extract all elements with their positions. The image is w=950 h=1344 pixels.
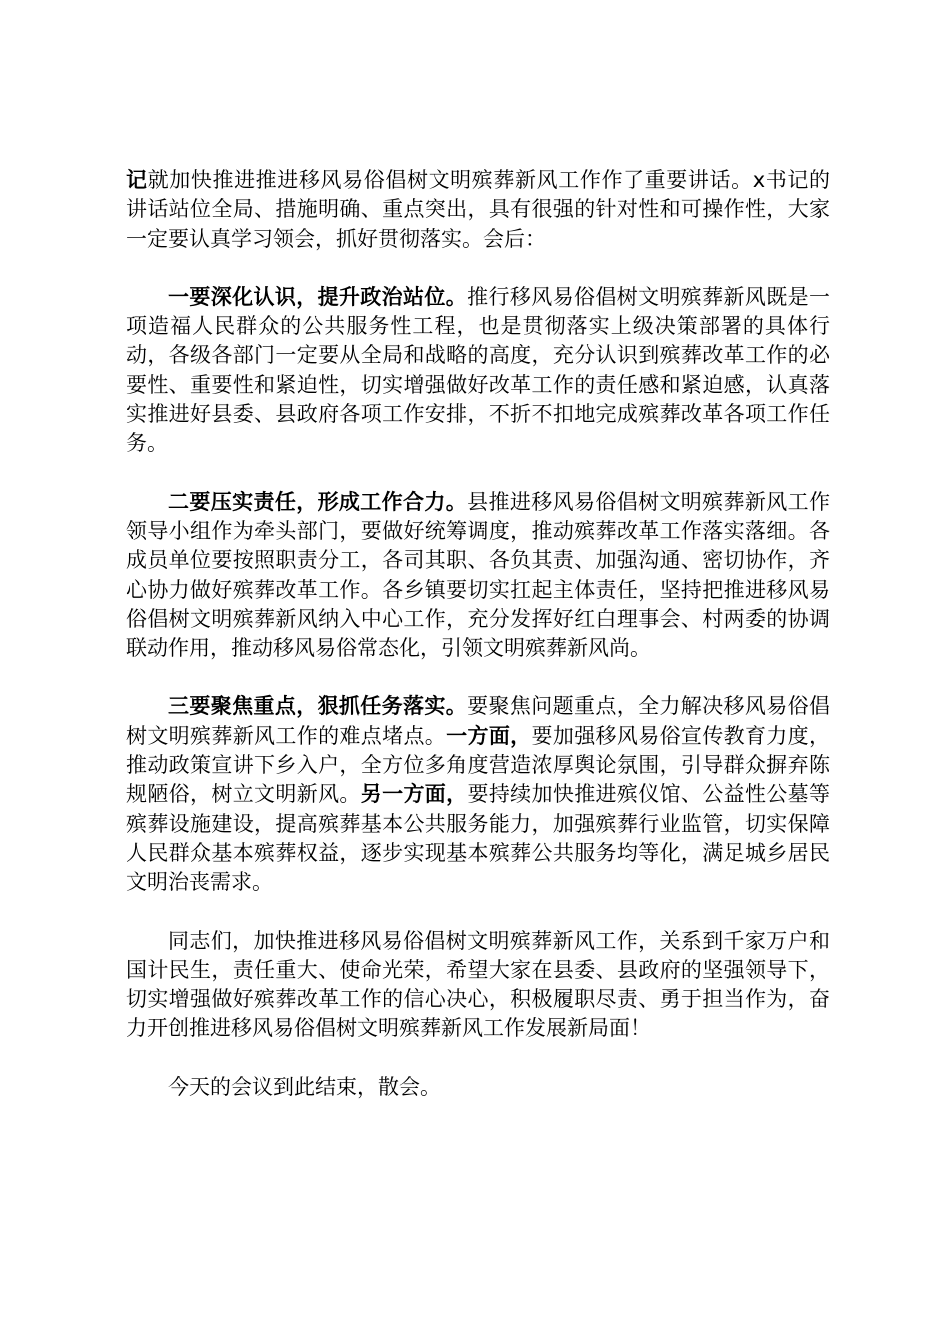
point-three-second-aspect: 另一方面， — [360, 782, 468, 807]
point-three-heading: 三要聚焦重点，狠抓任务落实。 — [168, 694, 468, 719]
intro-bold-text: 记 — [126, 168, 148, 192]
document-page — [126, 166, 830, 1131]
paragraph-meeting-end — [126, 1073, 830, 1102]
point-two-text: 县推进移风易俗倡树文明殡葬新风工作领导小组作为牵头部门，要做好统筹调度，推动殡葬改革工作落实落细。各成员单位要按照职责分工，各司其职、各负其责、加强沟通、密切协作，齐心协力做好殡葬改革工作。各乡镇要切实扛起主体责任，坚持把推进移风易俗倡树文明殡葬新风纳入中心工作，充分发挥好红白理事会、村两委的协调联动作用，推动移风易俗常态化，引领文明殡葬新风尚。 — [126, 489, 831, 661]
point-three-first-aspect: 一方面， — [446, 723, 532, 748]
point-three-text-c: 要持续加快推进殡仪馆、公益性公墓等殡葬设施建设，提高殡葬基本公共服务能力，加强殡葬行业监管，切实保障人民群众基本殡葬权益，逐步实现基本殡葬公共服务均等化，满足城乡居民文明治丧需求。 — [126, 782, 830, 895]
paragraph-closing-appeal — [126, 927, 830, 1044]
point-one-heading: 一要深化认识，提升政治站位。 — [168, 284, 468, 309]
point-two-heading: 二要压实责任，形成工作合力。 — [168, 489, 468, 514]
paragraph-intro — [126, 166, 830, 254]
point-three-text-b: 要加强移风易俗宣传教育力度，推动政策宣讲下乡入户，全方位多角度营造浓厚舆论氛围，引导群众摒弃陈规陋俗，树立文明新风。 — [126, 723, 830, 807]
closing-appeal-text: 同志们，加快推进移风易俗倡树文明殡葬新风工作，关系到千家万户和国计民生，责任重大、使命光荣，希望大家在县委、县政府的坚强领导下，切实增强做好殡葬改革工作的信心决心，积极履职尽责、勇于担当作为，奋力开创推进移风易俗倡树文明殡葬新风工作发展新局面！ — [126, 928, 830, 1041]
meeting-end-text: 今天的会议到此结束，散会。 — [168, 1074, 441, 1099]
point-three-text-a: 要聚焦问题重点，全力解决移风易俗倡树文明殡葬新风工作的难点堵点。 — [126, 694, 831, 748]
intro-text: 就加快推进推进移风易俗倡树文明殡葬新风工作作了重要讲话。x书记的讲话站位全局、措施明确、重点突出，具有很强的针对性和可操作性，大家一定要认真学习领会，抓好贯彻落实。会后： — [126, 168, 831, 251]
paragraph-point-one — [126, 283, 830, 459]
paragraph-point-two — [126, 488, 830, 664]
paragraph-point-three — [126, 692, 830, 897]
point-one-text: 推行移风易俗倡树文明殡葬新风既是一项造福人民群众的公共服务性工程，也是贯彻落实上级决策部署的具体行动，各级各部门一定要从全局和战略的高度，充分认识到殡葬改革工作的必要性、重要性和紧迫性，切实增强做好改革工作的责任感和紧迫感，认真落实推进好县委、县政府各项工作安排，不折不扣地完成殡葬改革各项工作任务。 — [126, 284, 831, 456]
